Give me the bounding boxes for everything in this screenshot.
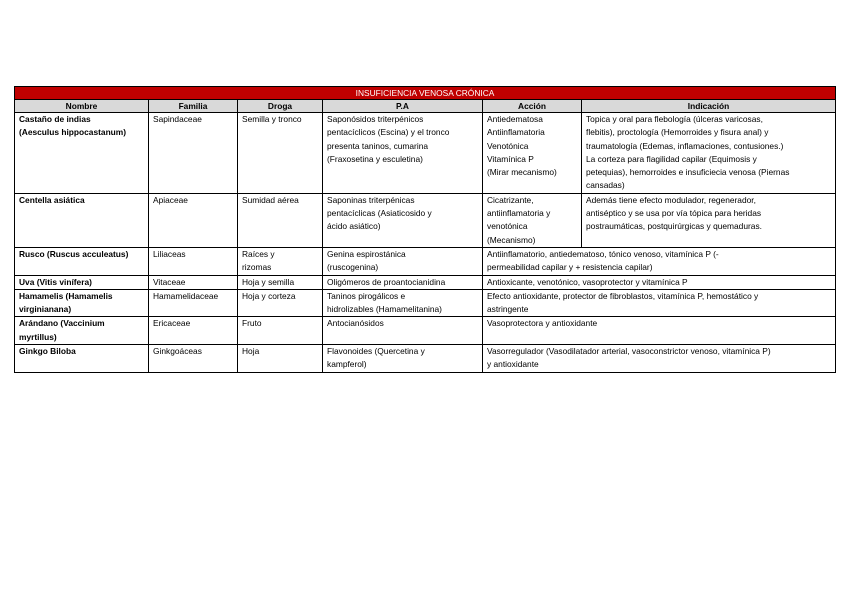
cell-accion-indicacion-line: permeabilidad capilar y + resistencia capilar) (487, 262, 653, 273)
cell-accion-indicacion-line: y antioxidante (487, 359, 539, 370)
cell-indicacion (582, 113, 836, 194)
cell-nombre (15, 317, 149, 345)
cell-pa-line: Taninos pirogálicos e (327, 290, 406, 301)
cell-accion-indicacion-line: Vasoprotectora y antioxidante (487, 318, 598, 329)
cell-pa (323, 247, 483, 275)
cell-familia (149, 345, 238, 373)
cell-accion-line: (Mirar mecanismo) (487, 167, 557, 178)
table-row (15, 193, 836, 247)
cell-accion-indicacion (483, 247, 836, 275)
table-row (15, 113, 836, 194)
cell-nombre (15, 289, 149, 317)
cell-nombre-line: Hamamelis (Hamamelis (19, 290, 113, 301)
cell-pa (323, 317, 483, 345)
table-row (15, 317, 836, 345)
cell-droga-line: Hoja y corteza (242, 290, 296, 301)
cell-pa-line: (Fraxosetina y esculetina) (327, 153, 423, 164)
cell-accion (483, 113, 582, 194)
document-page (14, 86, 835, 373)
cell-familia (149, 317, 238, 345)
table-row (15, 345, 836, 373)
cell-droga (238, 247, 323, 275)
cell-pa-line: Saponósidos triterpénicos (327, 114, 424, 124)
cell-nombre-line: virginianana) (19, 304, 72, 315)
cell-pa-line: presenta taninos, cumarina (327, 140, 429, 151)
cell-nombre (15, 345, 149, 373)
cell-familia-line: Vitaceae (153, 276, 186, 287)
cell-accion-line: Venotónica (487, 140, 529, 151)
cell-pa-line: Oligómeros de proantocianidina (327, 276, 446, 287)
header-nombre: Nombre (15, 100, 149, 113)
cell-droga (238, 275, 323, 289)
cell-pa-line: Antocianósidos (327, 318, 384, 329)
cell-accion-indicacion (483, 289, 836, 317)
cell-indicacion-line: antiséptico y se usa por vía tópica para heridas (586, 208, 762, 219)
cell-pa (323, 113, 483, 194)
cell-droga (238, 113, 323, 194)
cell-droga-line: Raíces y (242, 248, 275, 259)
cell-familia (149, 275, 238, 289)
table-title: INSUFICIENCIA VENOSA CRÓNICA (15, 87, 836, 100)
cell-accion-line: Antiinflamatoria (487, 127, 545, 138)
cell-familia-line: Apiaceae (153, 194, 188, 205)
cell-pa (323, 193, 483, 247)
cell-accion-line: venotónica (487, 221, 528, 232)
cell-pa (323, 289, 483, 317)
cell-nombre (15, 247, 149, 275)
cell-accion-indicacion-line: astringente (487, 304, 529, 315)
cell-indicacion-line: traumatología (Edemas, inflamaciones, contusiones.) (586, 140, 784, 151)
cell-droga-line: rizomas (242, 262, 272, 273)
cell-accion-indicacion (483, 317, 836, 345)
cell-accion-indicacion (483, 345, 836, 373)
cell-familia (149, 193, 238, 247)
cell-pa-line: Genina espirostánica (327, 248, 406, 259)
cell-indicacion-line: Topica y oral para flebología (úlceras varicosas, (586, 114, 763, 124)
header-accion: Acción (483, 100, 582, 113)
cell-nombre (15, 275, 149, 289)
table-row (15, 275, 836, 289)
cell-droga (238, 289, 323, 317)
table-header-row (15, 100, 836, 113)
cell-indicacion-line: cansadas) (586, 180, 625, 191)
cell-droga-line: Semilla y tronco (242, 114, 302, 124)
cell-familia (149, 247, 238, 275)
cell-accion-line: Cicatrizante, (487, 194, 534, 205)
cell-nombre-line: myrtillus) (19, 331, 57, 342)
cell-accion-indicacion (483, 275, 836, 289)
cell-accion-indicacion-line: Antioxicante, venotónico, vasoprotector y vitamínica P (487, 276, 688, 287)
cell-nombre-line: Uva (Vitis vinífera) (19, 276, 92, 287)
header-familia: Familia (149, 100, 238, 113)
cell-pa-line: Saponinas triterpénicas (327, 194, 415, 205)
cell-accion-line: Antiedematosa (487, 114, 543, 124)
cell-nombre-line: Ginkgo Biloba (19, 346, 76, 357)
cell-familia-line: Ericaceae (153, 318, 191, 329)
cell-accion-line: Vitamínica P (487, 153, 534, 164)
cell-indicacion-line: postraumáticas, postquirúrgicas y quemaduras. (586, 221, 762, 232)
cell-accion (483, 193, 582, 247)
cell-droga-line: Fruto (242, 318, 262, 329)
cell-accion-indicacion-line: Vasorregulador (Vasodilatador arterial, vasoconstrictor venoso, vitamínica P) (487, 346, 771, 357)
cell-familia-line: Ginkgoáceas (153, 346, 202, 357)
cell-accion-indicacion-line: Efecto antioxidante, protector de fibroblastos, vitamínica P, hemostático y (487, 290, 759, 301)
cell-droga (238, 193, 323, 247)
cell-droga-line: Sumidad aérea (242, 194, 299, 205)
header-indicacion: Indicación (582, 100, 836, 113)
cell-pa-line: kampferol) (327, 359, 367, 370)
venous-insufficiency-table (14, 86, 836, 373)
cell-familia-line: Sapindaceae (153, 114, 202, 124)
cell-pa-line: ácido asiático) (327, 221, 381, 232)
header-pa: P.A (323, 100, 483, 113)
cell-droga-line: Hoja (242, 346, 260, 357)
cell-nombre (15, 193, 149, 247)
cell-nombre-line: Arándano (Vaccinium (19, 318, 105, 329)
table-row (15, 247, 836, 275)
cell-pa-line: Flavonoides (Quercetina y (327, 346, 425, 357)
cell-accion-line: (Mecanismo) (487, 234, 536, 245)
cell-familia-line: Hamamelidaceae (153, 290, 219, 301)
cell-pa-line: pentacíclicas (Asiaticosido y (327, 208, 432, 219)
cell-accion-line: antiinflamatoria y (487, 208, 551, 219)
cell-pa (323, 345, 483, 373)
cell-indicacion-line: flebitis), proctología (Hemorroides y fisura anal) y (586, 127, 769, 138)
cell-familia (149, 113, 238, 194)
cell-nombre-line: Centella asiática (19, 194, 85, 205)
cell-nombre-line: Rusco (Ruscus acculeatus) (19, 248, 129, 259)
cell-droga (238, 317, 323, 345)
cell-accion-indicacion-line: Antiinflamatorio, antiedematoso, tónico venoso, vitamínica P (- (487, 248, 719, 259)
cell-pa-line: hidrolizables (Hamamelitanina) (327, 304, 442, 315)
cell-pa-line: (ruscogenina) (327, 262, 379, 273)
cell-droga-line: Hoja y semilla (242, 276, 295, 287)
cell-nombre (15, 113, 149, 194)
cell-droga (238, 345, 323, 373)
cell-pa (323, 275, 483, 289)
cell-familia (149, 289, 238, 317)
cell-indicacion-line: petequias), hemorroides e insuficiecia venosa (Piernas (586, 167, 790, 178)
cell-pa-line: pentacíclicos (Escina) y el tronco (327, 127, 450, 138)
cell-indicacion-line: Además tiene efecto modulador, regenerador, (586, 194, 756, 205)
table-title-row (15, 87, 836, 100)
header-droga: Droga (238, 100, 323, 113)
table-row (15, 289, 836, 317)
cell-nombre-line: (Aesculus hippocastanum) (19, 127, 127, 138)
cell-indicacion (582, 193, 836, 247)
cell-nombre-line: Castaño de indias (19, 114, 91, 124)
cell-indicacion-line: La corteza para flagilidad capilar (Equimosis y (586, 153, 757, 164)
cell-familia-line: Liliaceas (153, 248, 186, 259)
